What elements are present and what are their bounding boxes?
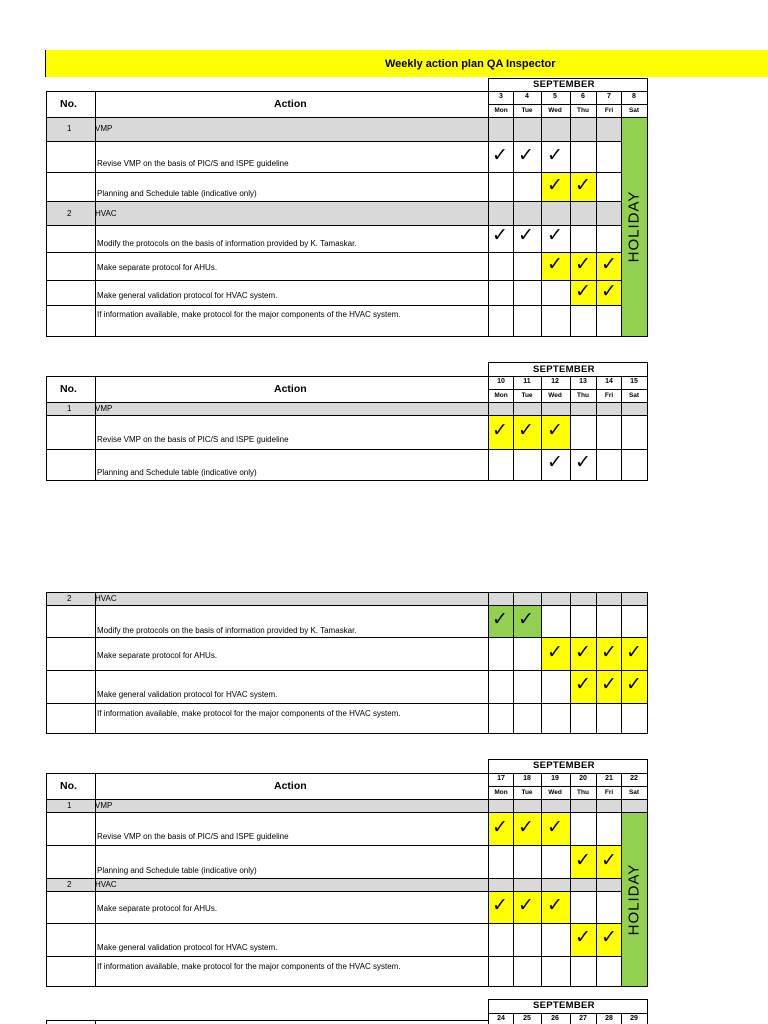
day-number: 19 <box>551 775 559 782</box>
holiday-label: HOLIDAY <box>625 190 643 263</box>
group-name: HVAC <box>95 594 117 603</box>
day-number: 7 <box>607 93 611 100</box>
action-text: If information available, make protocol for the major components of the HVAC system. <box>97 310 401 319</box>
action-text: Revise VMP on the basis of PIC/S and ISPE guideline <box>97 435 289 444</box>
day-number: 15 <box>630 378 638 385</box>
day-number: 26 <box>551 1015 559 1022</box>
check-mark: ✓ <box>575 850 591 871</box>
month-label: SEPTEMBER <box>533 1000 595 1011</box>
no-header: No. <box>60 780 77 792</box>
check-mark: ✓ <box>601 674 617 695</box>
group-name: VMP <box>95 801 113 810</box>
day-number: 11 <box>523 378 531 385</box>
check-mark: ✓ <box>518 420 534 441</box>
action-text: Make separate protocol for AHUs. <box>97 904 218 913</box>
action-text: Make general validation protocol for HVAC system. <box>97 690 278 699</box>
day-number: 5 <box>553 93 557 100</box>
day-name: Tue <box>521 392 533 399</box>
group-number: 2 <box>67 880 72 889</box>
check-mark: ✓ <box>575 254 591 275</box>
action-text: Planning and Schedule table (indicative only) <box>97 866 257 875</box>
action-text: Planning and Schedule table (indicative only) <box>97 189 257 198</box>
day-number: 10 <box>497 378 505 385</box>
action-text: Make separate protocol for AHUs. <box>97 651 218 660</box>
day-name: Sat <box>628 392 640 399</box>
check-mark: ✓ <box>626 674 642 695</box>
day-number: 12 <box>551 378 559 385</box>
check-mark: ✓ <box>492 145 508 166</box>
group-number: 1 <box>67 404 72 413</box>
group-number: 2 <box>67 209 72 218</box>
month-label: SEPTEMBER <box>533 79 595 90</box>
day-name: Mon <box>494 789 508 796</box>
day-name: Fri <box>604 789 614 796</box>
action-text: Make separate protocol for AHUs. <box>97 263 218 272</box>
check-mark: ✓ <box>601 281 617 302</box>
check-mark: ✓ <box>547 145 563 166</box>
day-number: 8 <box>632 93 636 100</box>
day-number: 3 <box>499 93 503 100</box>
check-mark: ✓ <box>492 895 508 916</box>
no-header: No. <box>60 383 77 395</box>
month-label: SEPTEMBER <box>533 760 595 771</box>
day-number: 13 <box>579 378 587 385</box>
day-number: 24 <box>497 1015 505 1022</box>
group-name: VMP <box>95 124 113 133</box>
action-text: Modify the protocols on the basis of information provided by K. Tamaskar. <box>97 626 357 635</box>
action-text: Modify the protocols on the basis of information provided by K. Tamaskar. <box>97 239 357 248</box>
action-text: Planning and Schedule table (indicative only) <box>97 468 257 477</box>
day-number: 27 <box>579 1015 587 1022</box>
check-mark: ✓ <box>547 452 563 473</box>
check-mark: ✓ <box>518 225 534 246</box>
check-mark: ✓ <box>601 850 617 871</box>
action-text: Make general validation protocol for HVAC system. <box>97 291 278 300</box>
day-number: 29 <box>630 1015 638 1022</box>
day-number: 14 <box>605 378 613 385</box>
group-number: 2 <box>67 594 72 603</box>
check-mark: ✓ <box>575 281 591 302</box>
check-mark: ✓ <box>575 452 591 473</box>
check-mark: ✓ <box>601 254 617 275</box>
check-mark: ✓ <box>575 175 591 196</box>
day-number: 22 <box>630 775 638 782</box>
group-number: 1 <box>67 124 72 133</box>
check-mark: ✓ <box>547 175 563 196</box>
month-label: SEPTEMBER <box>533 364 595 375</box>
check-mark: ✓ <box>547 254 563 275</box>
check-mark: ✓ <box>547 225 563 246</box>
group-name: HVAC <box>95 880 117 889</box>
check-mark: ✓ <box>518 145 534 166</box>
action-text: Revise VMP on the basis of PIC/S and ISPE guideline <box>97 159 289 168</box>
day-name: Thu <box>577 789 589 796</box>
day-name: Mon <box>494 107 508 114</box>
day-number: 17 <box>497 775 505 782</box>
check-mark: ✓ <box>492 609 508 630</box>
day-number: 4 <box>525 93 529 100</box>
group-number: 1 <box>67 801 72 810</box>
check-mark: ✓ <box>492 817 508 838</box>
check-mark: ✓ <box>518 895 534 916</box>
holiday-label: HOLIDAY <box>625 863 643 936</box>
check-mark: ✓ <box>492 225 508 246</box>
check-mark: ✓ <box>547 420 563 441</box>
action-header: Action <box>274 780 307 792</box>
day-number: 6 <box>581 93 585 100</box>
check-mark: ✓ <box>601 927 617 948</box>
action-header: Action <box>274 98 307 110</box>
check-mark: ✓ <box>518 609 534 630</box>
day-name: Wed <box>548 392 562 399</box>
day-number: 25 <box>523 1015 531 1022</box>
day-name: Sat <box>628 789 640 796</box>
day-name: Wed <box>548 789 562 796</box>
check-mark: ✓ <box>518 817 534 838</box>
check-mark: ✓ <box>547 895 563 916</box>
day-name: Wed <box>548 107 562 114</box>
day-number: 20 <box>579 775 587 782</box>
day-name: Mon <box>494 392 508 399</box>
day-name: Tue <box>521 789 533 796</box>
check-mark: ✓ <box>575 642 591 663</box>
action-text: Revise VMP on the basis of PIC/S and ISPE guideline <box>97 832 289 841</box>
group-name: VMP <box>95 404 113 413</box>
day-name: Sat <box>628 107 640 114</box>
day-number: 21 <box>605 775 613 782</box>
action-text: If information available, make protocol for the major components of the HVAC system. <box>97 709 401 718</box>
day-name: Fri <box>604 392 614 399</box>
day-name: Thu <box>577 107 589 114</box>
day-number: 28 <box>605 1015 613 1022</box>
day-name: Thu <box>577 392 589 399</box>
action-header: Action <box>274 383 307 395</box>
check-mark: ✓ <box>492 420 508 441</box>
action-text: Make general validation protocol for HVAC system. <box>97 943 278 952</box>
check-mark: ✓ <box>575 927 591 948</box>
action-text: If information available, make protocol for the major components of the HVAC system. <box>97 962 401 971</box>
day-name: Tue <box>521 107 533 114</box>
day-number: 18 <box>523 775 531 782</box>
group-name: HVAC <box>95 209 117 218</box>
day-name: Fri <box>604 107 614 114</box>
check-mark: ✓ <box>575 674 591 695</box>
check-mark: ✓ <box>626 642 642 663</box>
page-title: Weekly action plan QA Inspector <box>385 58 556 70</box>
check-mark: ✓ <box>547 642 563 663</box>
no-header: No. <box>60 98 77 110</box>
check-mark: ✓ <box>601 642 617 663</box>
check-mark: ✓ <box>547 817 563 838</box>
